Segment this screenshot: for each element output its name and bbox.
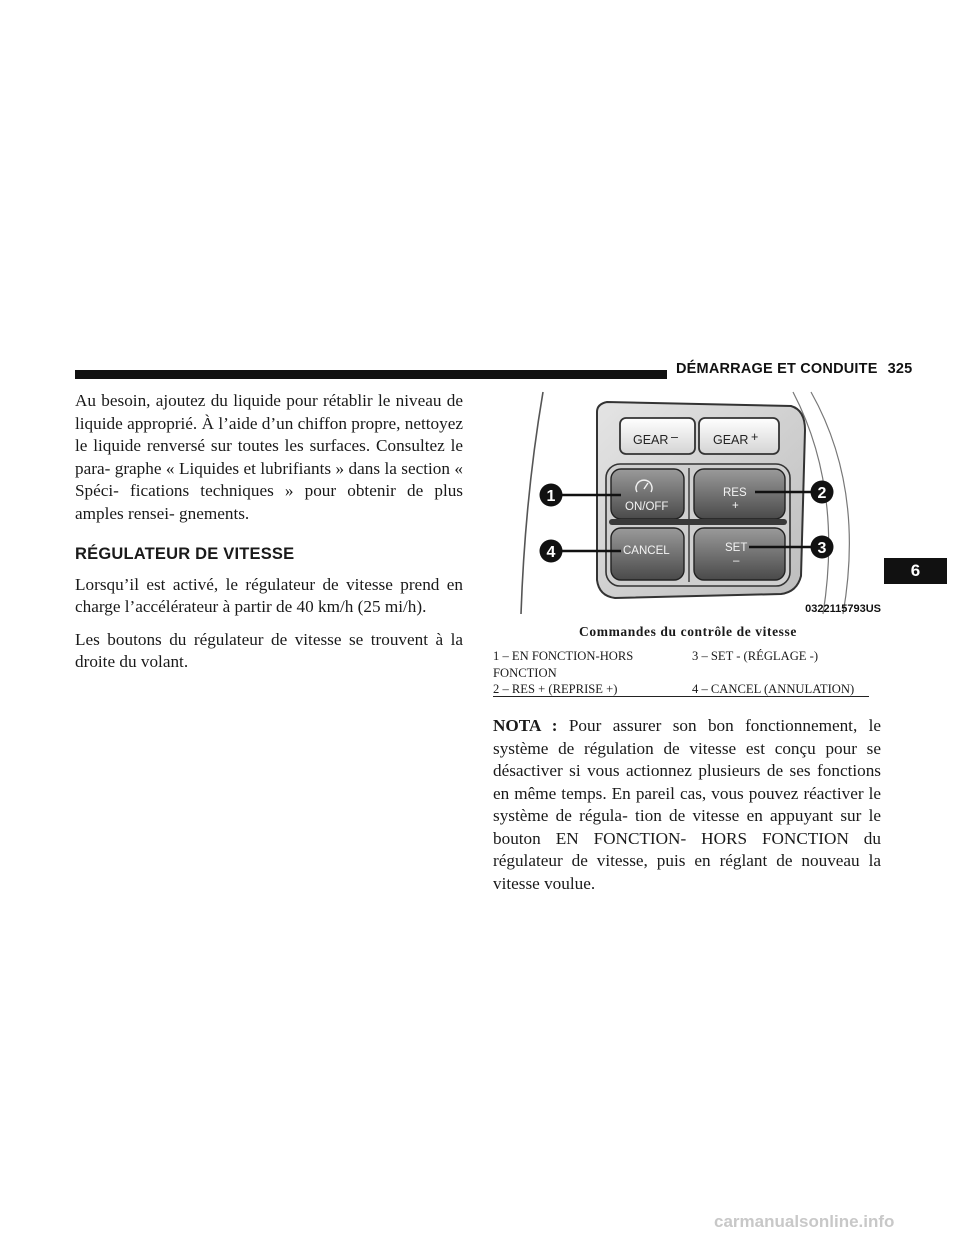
gear-minus-sign: – xyxy=(671,430,678,444)
res-label: RES xyxy=(723,487,747,499)
gear-minus-label: GEAR xyxy=(633,433,669,447)
running-header xyxy=(676,361,912,377)
callout-1-number: 1 xyxy=(546,488,556,505)
legend-item-2: 2 – RES + (REPRISE +) xyxy=(493,682,618,696)
figure-caption: Commandes du contrôle de vitesse xyxy=(579,624,797,639)
set-label: SET xyxy=(725,542,748,554)
callout-3-number: 3 xyxy=(817,540,827,557)
paragraph-fluid: Au besoin, ajoutez du liquide pour rétablir le niveau de liquide approprié. À l’aide d’un chiffon propre, nettoyez le liquide renversé sur toutes les surfaces. Consultez le para- graphe « Liquides et lubrifiants » dans la section « Spéci- fications techniques » pour obtenir de plus amples rensei- gnements. xyxy=(75,391,463,523)
right-column xyxy=(493,715,881,895)
chapter-tab: 6 xyxy=(884,558,947,584)
header-rule xyxy=(75,370,667,379)
set-minus-sign: – xyxy=(733,555,740,567)
wheel-rim-line-outer xyxy=(811,392,849,614)
paragraph-location: Les boutons du régulateur de vitesse se trouvent à la droite du volant. xyxy=(75,629,463,671)
legend-item-4: 4 – CANCEL (ANNULATION) xyxy=(692,682,855,696)
section-title: DÉMARRAGE ET CONDUITE xyxy=(676,361,878,377)
res-plus-sign: + xyxy=(732,500,739,512)
gear-plus-label: GEAR xyxy=(713,433,749,447)
page-number: 325 xyxy=(887,361,913,377)
note-text: Pour assurer son bon fonctionnement, le système de régulation de vitesse est conçu pour se désactiver si vous actionnez plusieurs de ses fonctions en même temps. En pareil cas, vous pouvez réactiver le système de régula- tion de vitesse en appuyant sur le bouton EN FONCTION- HORS FONCTION du régulateur de vitesse, puis en réglant de nouveau la vitesse voulue. xyxy=(493,716,882,893)
on-off-label: ON/OFF xyxy=(625,501,669,513)
set-button-shape xyxy=(694,528,785,580)
legend-item-1: 1 – EN FONCTION-HORS FONCTION xyxy=(493,649,634,680)
wheel-edge-line xyxy=(521,392,543,614)
legend-rule xyxy=(493,696,869,697)
cancel-label: CANCEL xyxy=(623,545,670,557)
steering-wheel-controls-illustration xyxy=(493,388,883,624)
watermark-text: carmanualsonline.info xyxy=(714,1212,895,1231)
image-code: 0322115793US xyxy=(805,603,881,615)
cruise-control-figure xyxy=(493,388,883,624)
section-heading: RÉGULATEUR DE VITESSE xyxy=(75,545,295,563)
note-paragraph xyxy=(493,715,881,895)
callout-4-number: 4 xyxy=(546,544,556,561)
callout-2-number: 2 xyxy=(817,485,827,502)
note-label: NOTA : xyxy=(493,716,558,735)
paragraph-activation: Lorsqu’il est activé, le régulateur de vitesse prend en charge l’accélérateur à partir de 40 km/h (25 mi/h). xyxy=(75,574,463,616)
left-column xyxy=(75,390,463,684)
gear-plus-sign: + xyxy=(751,430,759,444)
button-separator-bar xyxy=(609,519,787,525)
legend-item-3: 3 – SET - (RÉGLAGE -) xyxy=(692,649,819,663)
